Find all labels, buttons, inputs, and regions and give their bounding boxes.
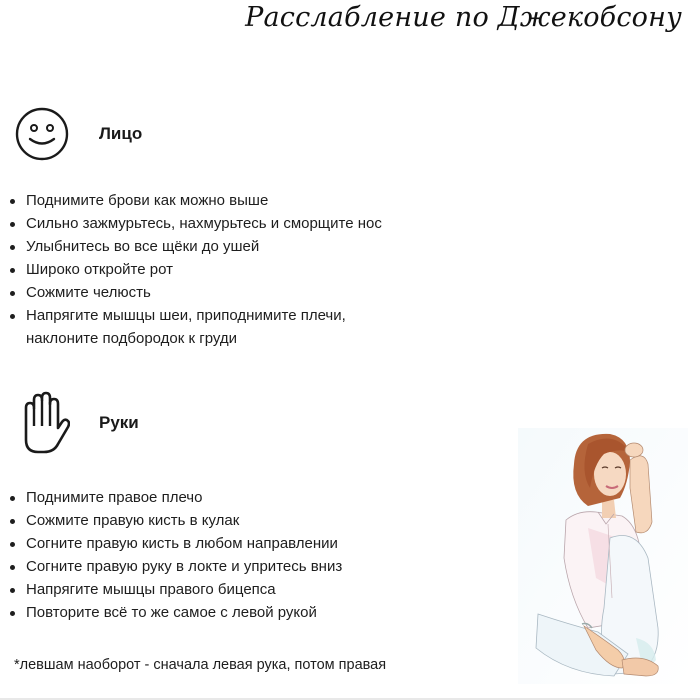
list-item: Сожмите челюсть bbox=[8, 281, 382, 304]
page-title: Расслабление по Джекобсону bbox=[245, 2, 682, 33]
footnote: *левшам наоборот - сначала левая рука, потом правая bbox=[14, 657, 387, 673]
section-header-hands bbox=[12, 393, 139, 453]
section-title-hands: Руки bbox=[99, 413, 139, 432]
list-item: Согните правую руку в локте и упритесь вниз bbox=[8, 555, 342, 578]
list-item: Повторите всё то же самое с левой рукой bbox=[8, 601, 342, 624]
section-title-face: Лицо bbox=[99, 124, 143, 143]
list-item: Улыбнитесь во все щёки до ушей bbox=[8, 235, 382, 258]
list-item: Поднимите правое плечо bbox=[8, 486, 342, 509]
list-item: Широко откройте рот bbox=[8, 258, 382, 281]
list-item: Сильно зажмурьтесь, нахмурьтесь и сморщите нос bbox=[8, 212, 382, 235]
raised-hand-icon bbox=[12, 393, 72, 453]
list-item: Сожмите правую кисть в кулак bbox=[8, 509, 342, 532]
hands-exercise-list bbox=[8, 486, 342, 624]
list-item: Поднимите брови как можно выше bbox=[8, 189, 382, 212]
woman-sitting-illustration bbox=[518, 428, 688, 684]
face-exercise-list bbox=[8, 189, 382, 350]
list-item: Напрягите мышцы шеи, приподнимите плечи, bbox=[8, 304, 382, 327]
list-item: Напрягите мышцы правого бицепса bbox=[8, 578, 342, 601]
smiley-face-icon bbox=[12, 104, 72, 164]
list-item-continuation: наклоните подбородок к груди bbox=[26, 330, 238, 347]
section-header-face bbox=[12, 104, 142, 164]
list-item: Согните правую кисть в любом направлении bbox=[8, 532, 342, 555]
